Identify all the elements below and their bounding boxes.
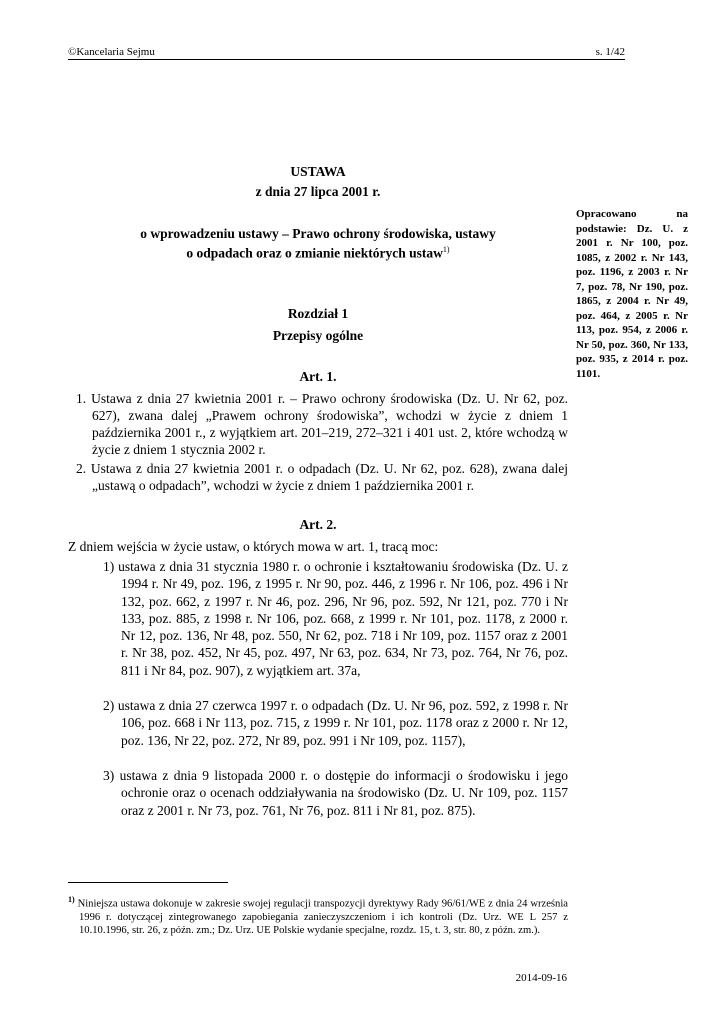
footer-date: 2014-09-16 bbox=[515, 972, 567, 984]
footnote-marker: 1) bbox=[68, 895, 75, 904]
margin-note: Opracowano na podstawie: Dz. U. z 2001 r. Nr 100, poz. 1085, z 2002 r. Nr 143, poz. 1196, z 2003 r. Nr 7, poz. 78, Nr 190, poz. 1865, z 2004 r. Nr 49, poz. 464, z 2005 r. Nr 113, poz. 954, z 2006 r. Nr 50, poz. 360, Nr 133, poz. 935, z 2014 r. poz. 1101. bbox=[576, 208, 688, 380]
footnote-text: Niniejsza ustawa dokonuje w zakresie swojej regulacji transpozycji dyrektywy Rady 96/61/WE z dnia 24 września 1996 r. dotyczącej zintegrowanego zapobiegania zanieczyszczeniom i ich kontroli (Dz. Urz. WE L 257 z 10.10.1996, str. 26, z późn. zm.; Dz. Urz. UE Polskie wydanie specjalne, rozdz. 15, t. 3, str. 80, z późn. zm.). bbox=[77, 898, 568, 936]
footnote-rule bbox=[68, 882, 228, 883]
document-subject-line2 bbox=[68, 245, 568, 262]
art2-intro: Z dniem wejścia w życie ustaw, o których mowa w art. 1, tracą moc: bbox=[68, 539, 439, 554]
art2-heading: Art. 2. bbox=[299, 517, 337, 532]
page-number: s. 1/42 bbox=[595, 46, 625, 58]
footnote-ref[interactable]: 1) bbox=[442, 245, 450, 254]
document-subject-line1: o wprowadzeniu ustawy – Prawo ochrony środowiska, ustawy bbox=[140, 226, 496, 241]
art1-paragraph-2: 2. Ustawa z dnia 27 kwietnia 2001 r. o odpadach (Dz. U. Nr 62, poz. 628), zwana dalej „ustawą o odpadach”, wchodzi w życie z dniem 1 października 2001 r. bbox=[76, 461, 568, 493]
footnote bbox=[68, 893, 568, 937]
art2-item-2: 2) ustawa z dnia 27 czerwca 1997 r. o odpadach (Dz. U. Nr 96, poz. 592, z 1998 r. Nr 106, poz. 668 i Nr 113, poz. 715, z 1999 r. Nr 101, poz. 1178 oraz z 2000 r. Nr 12, poz. 136, Nr 22, poz. 272, Nr 89, poz. 991 i Nr 109, poz. 1157), bbox=[103, 698, 568, 748]
art2-item-3: 3) ustawa z dnia 9 listopada 2000 r. o dostępie do informacji o środowisku i jego ochronie oraz o ocenach oddziaływania na środowisko (Dz. U. Nr 109, poz. 1157 oraz z 2001 r. Nr 73, poz. 761, Nr 76, poz. 811 i Nr 81, poz. 875). bbox=[103, 768, 568, 818]
art2-item-1: 1) ustawa z dnia 31 stycznia 1980 r. o ochronie i kształtowaniu środowiska (Dz. U. z 1994 r. Nr 49, poz. 196, z 1995 r. Nr 90, poz. 446, z 1996 r. Nr 106, poz. 496 i Nr 132, poz. 662, z 1997 r. Nr 46, poz. 296, Nr 96, poz. 592, Nr 121, poz. 770 i Nr 133, poz. 885, z 1998 r. Nr 106, poz. 668, z 1999 r. Nr 101, poz. 1178, z 2000 r. Nr 12, poz. 136, Nr 48, poz. 550, Nr 62, poz. 718 i Nr 109, poz. 1157 oraz z 2001 r. Nr 38, poz. 452, Nr 45, poz. 497, Nr 63, poz. 634, Nr 73, poz. 764, Nr 76, poz. 811 i Nr 84, poz. 907), z wyjątkiem art. 37a, bbox=[103, 559, 568, 678]
document-type: USTAWA bbox=[290, 164, 346, 179]
art1-paragraph-1: 1. Ustawa z dnia 27 kwietnia 2001 r. – Prawo ochrony środowiska (Dz. U. Nr 62, poz. 627), zwana dalej „Prawem ochrony środowiska”, wchodzi w życie z dniem 1 października 2001 r., z wyjątkiem art. 201–219, 272–321 i 401 ust. 2, które wchodzą w życie z dniem 1 stycznia 2002 r. bbox=[76, 391, 568, 457]
subject-text: o odpadach oraz o zmianie niektórych ustaw bbox=[186, 245, 443, 261]
document-date: z dnia 27 lipca 2001 r. bbox=[255, 184, 381, 199]
chapter-title: Przepisy ogólne bbox=[272, 328, 364, 343]
header-rule bbox=[68, 59, 625, 60]
art1-heading: Art. 1. bbox=[299, 369, 337, 384]
chapter-number: Rozdział 1 bbox=[287, 306, 349, 321]
header-publisher: ©Kancelaria Sejmu bbox=[68, 46, 155, 58]
